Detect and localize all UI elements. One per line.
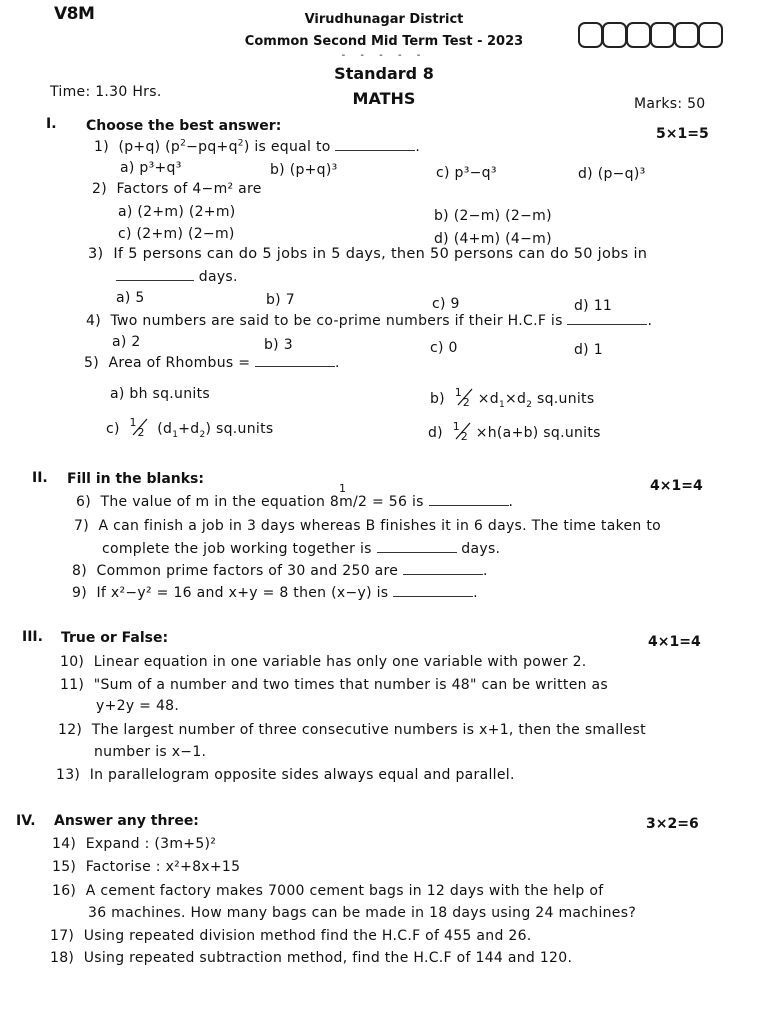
- question-10: 10) Linear equation in one variable has only one variable with power 2.: [60, 654, 587, 670]
- question-17: 17) Using repeated division method find the H.C.F of 455 and 26.: [50, 928, 532, 944]
- question-13: 13) In parallelogram opposite sides always equal and parallel.: [56, 767, 515, 783]
- question-16: 16) A cement factory makes 7000 cement bags in 12 days with the help of: [52, 883, 604, 899]
- option: d) (p−q)³: [578, 166, 646, 182]
- question-12-line2: number is x−1.: [94, 744, 207, 760]
- header-dashes: - - - - -: [341, 50, 427, 61]
- section-title: Fill in the blanks:: [67, 471, 204, 487]
- question-11-line2: y+2y = 48.: [96, 698, 180, 714]
- exam-title: Common Second Mid Term Test - 2023: [244, 34, 524, 49]
- section-marks: 4×1=4: [648, 634, 701, 650]
- option: d) 1 2 ×h(a+b) sq.units: [428, 420, 601, 443]
- register-number-boxes: [578, 22, 722, 48]
- question-7-line2: complete the job working together is days.: [102, 541, 501, 557]
- option: a) 5: [116, 290, 145, 306]
- half-fraction: 1 2: [452, 420, 469, 443]
- question-8: 8) Common prime factors of 30 and 250 are .: [72, 563, 488, 579]
- question-1: 1) (p+q) $(p^2-pq+q^2)$ is equal to .: [94, 138, 421, 155]
- question-6: 6) The value of m in the equation 8m 1 /2 = 56 is .: [76, 482, 514, 510]
- section-roman: I.: [46, 116, 57, 132]
- question-14: 14) Expand : (3m+5)²: [52, 836, 217, 852]
- option: d) 1: [574, 342, 603, 358]
- option: b) 3: [264, 337, 293, 353]
- option: a) p³+q³: [120, 160, 182, 176]
- section-roman: II.: [32, 470, 48, 486]
- option: a) (2+m) (2+m): [118, 204, 236, 220]
- section-roman: III.: [22, 629, 43, 645]
- question-7: 7) A can finish a job in 3 days whereas B finishes it in 6 days. The time taken to: [74, 518, 661, 534]
- section-marks: 5×1=5: [656, 126, 709, 142]
- question-5: 5) Area of Rhombus = .: [84, 355, 340, 371]
- option: d) 11: [574, 298, 613, 314]
- half-fraction: 1 2: [129, 416, 145, 439]
- option: c) p³−q³: [436, 165, 497, 181]
- option: b) (2−m) (2−m): [434, 208, 552, 224]
- question-9: 9) If x²−y² = 16 and x+y = 8 then (x−y) is .: [72, 585, 478, 601]
- section-title: Answer any three:: [54, 813, 199, 829]
- standard-title: Standard 8: [334, 64, 434, 83]
- option: b) 7: [266, 292, 295, 308]
- time-label: Time: 1.30 Hrs.: [50, 84, 162, 100]
- question-11: 11) "Sum of a number and two times that number is 48" can be written as: [60, 677, 609, 693]
- option: c) 0: [430, 340, 458, 356]
- question-18: 18) Using repeated subtraction method, find the H.C.F of 144 and 120.: [50, 950, 573, 966]
- question-2: 2) Factors of 4−m² are: [92, 181, 262, 197]
- question-16-line2: 36 machines. How many bags can be made in 18 days using 24 machines?: [88, 905, 637, 921]
- section-marks: 3×2=6: [646, 816, 699, 832]
- option: c) 9: [432, 296, 460, 312]
- question-3: 3) If 5 persons can do 5 jobs in 5 days, then 50 persons can do 50 jobs in: [88, 246, 648, 262]
- option: d) (4+m) (4−m): [434, 231, 552, 247]
- district-title: Virudhunagar District: [304, 12, 464, 27]
- question-4: 4) Two numbers are said to be co-prime numbers if their H.C.F is .: [86, 313, 653, 329]
- question-12: 12) The largest number of three consecutive numbers is x+1, then the smallest: [58, 722, 646, 738]
- option: a) bh sq.units: [110, 386, 210, 402]
- option: c) (2+m) (2−m): [118, 226, 235, 242]
- option: c) 1 2 $(d_1+d_2)$ sq.units: [106, 416, 274, 440]
- marks-label: Marks: 50: [634, 96, 706, 112]
- half-fraction: 1 2: [454, 386, 471, 409]
- option: b) (p+q)³: [270, 162, 338, 178]
- question-3-line2: days.: [116, 269, 238, 285]
- question-15: 15) Factorise : x²+8x+15: [52, 859, 241, 875]
- section-marks: 4×1=4: [650, 478, 703, 494]
- section-title: Choose the best answer:: [86, 118, 282, 134]
- subject-title: MATHS: [352, 89, 416, 108]
- option: a) 2: [112, 334, 141, 350]
- option: b) 1 2 $\times d_1\times d_2$ sq.units: [430, 386, 595, 410]
- paper-code: V8M: [54, 4, 95, 24]
- section-title: True or False:: [61, 630, 169, 646]
- section-roman: IV.: [16, 813, 36, 829]
